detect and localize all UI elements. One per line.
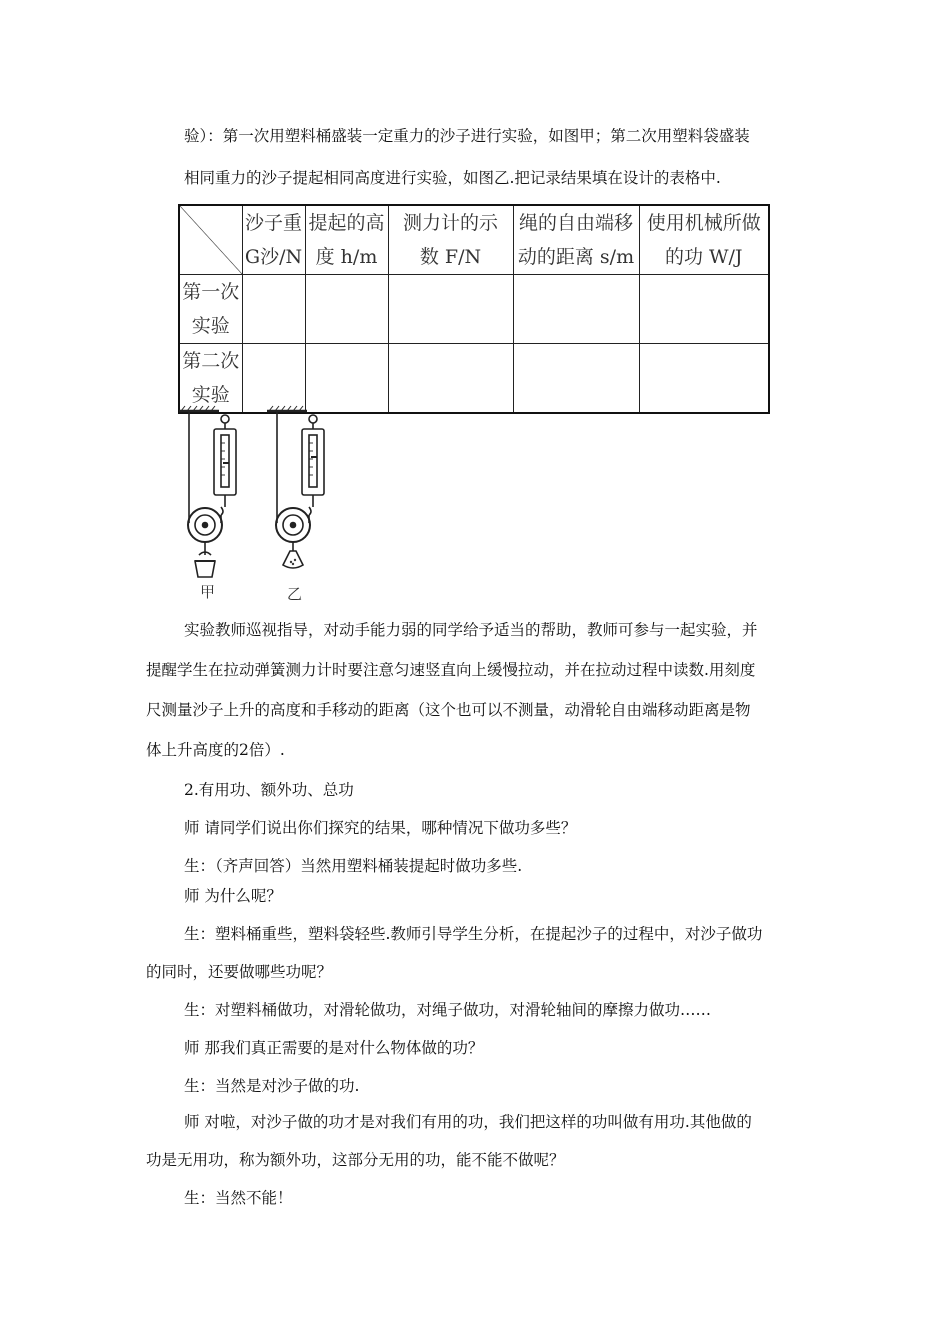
table-cell (388, 344, 513, 414)
section-heading: 2.有用功、额外功、总功 (184, 781, 354, 799)
intro-line-2: 相同重力的沙子提起相同高度进行实验，如图乙.把记录结果填在设计的表格中. (184, 169, 721, 187)
table-row (179, 344, 769, 414)
dialogue-line: 生：当然是对沙子做的功. (184, 1077, 360, 1095)
header-sand-weight (242, 205, 305, 275)
header-work-done (639, 205, 769, 275)
paragraph-line: 实验教师巡视指导，对动手能力弱的同学给予适当的帮助，教师可参与一起实验，并 (184, 621, 758, 639)
dialogue-line: 师 请同学们说出你们探究的结果，哪种情况下做功多些？ (184, 819, 577, 837)
dialogue-line: 生：对塑料桶做功，对滑轮做功，对绳子做功，对滑轮轴间的摩擦力做功…… (184, 1001, 712, 1019)
header-label: 测力计的示 (402, 212, 498, 234)
dialogue-line: 功是无用功，称为额外功，这部分无用的功，能不能不做呢？ (146, 1151, 565, 1169)
header-unit: 度 h/m (315, 246, 378, 268)
table-header-row (179, 205, 769, 275)
dialogue-line: 师 对啦，对沙子做的功才是对我们有用的功，我们把这样的功叫做有用功.其他做的 (184, 1113, 752, 1131)
row-label-line: 第一次 (182, 281, 240, 303)
header-unit: G沙/N (244, 246, 303, 268)
table-corner-cell (179, 205, 242, 275)
pulley-setup-b (267, 406, 324, 568)
record-table (178, 204, 770, 414)
header-unit: 动的距离 s/m (517, 246, 635, 268)
pulley-setup-a (179, 406, 236, 577)
header-label: 提起的高 (308, 212, 385, 234)
table-row (179, 275, 769, 344)
header-meter-reading (388, 205, 513, 275)
table-cell (639, 344, 769, 414)
paragraph-line: 尺测量沙子上升的高度和手移动的距离（这个也可以不测量，动滑轮自由端移动距离是物 (146, 701, 751, 719)
paragraph-line: 体上升高度的2倍）. (146, 741, 285, 759)
table-cell (305, 275, 388, 344)
header-label: 使用机械所做 (646, 212, 761, 234)
header-label: 沙子重 (244, 212, 302, 234)
table-cell (513, 344, 639, 414)
dialogue-line: 生：当然不能！ (184, 1189, 293, 1207)
table-cell (639, 275, 769, 344)
dialogue-line: 的同时，还要做哪些功呢？ (146, 963, 333, 981)
dialogue-line: 生：塑料桶重些，塑料袋轻些.教师引导学生分析，在提起沙子的过程中，对沙子做功 (184, 925, 763, 943)
table-cell (242, 344, 305, 414)
header-rope-distance (513, 205, 639, 275)
dialogue-line: 师 那我们真正需要的是对什么物体做的功？ (184, 1039, 484, 1057)
header-unit: 的功 W/J (664, 246, 743, 268)
figure-caption-b: 乙 (287, 585, 303, 603)
row-label-second (179, 344, 242, 414)
pulley-diagram (175, 405, 355, 605)
header-lift-height (305, 205, 388, 275)
header-label: 绳的自由端移 (518, 212, 633, 234)
table-cell (388, 275, 513, 344)
dialogue-line: 师 为什么呢？ (184, 887, 282, 905)
row-label-line: 实验 (191, 384, 230, 406)
table-cell (513, 275, 639, 344)
table-cell (305, 344, 388, 414)
table-cell (242, 275, 305, 344)
figure-caption-a: 甲 (200, 583, 216, 601)
intro-line-1: 验）：第一次用塑料桶盛装一定重力的沙子进行实验，如图甲；第二次用塑料袋盛装 (184, 127, 750, 145)
row-label-line: 第二次 (182, 350, 240, 372)
header-unit: 数 F/N (419, 246, 482, 268)
paragraph-line: 提醒学生在拉动弹簧测力计时要注意匀速竖直向上缓慢拉动，并在拉动过程中读数.用刻度 (146, 661, 756, 679)
row-label-first (179, 275, 242, 344)
row-label-line: 实验 (191, 315, 230, 337)
dialogue-line: 生：（齐声回答）当然用塑料桶装提起时做功多些. (184, 857, 523, 875)
